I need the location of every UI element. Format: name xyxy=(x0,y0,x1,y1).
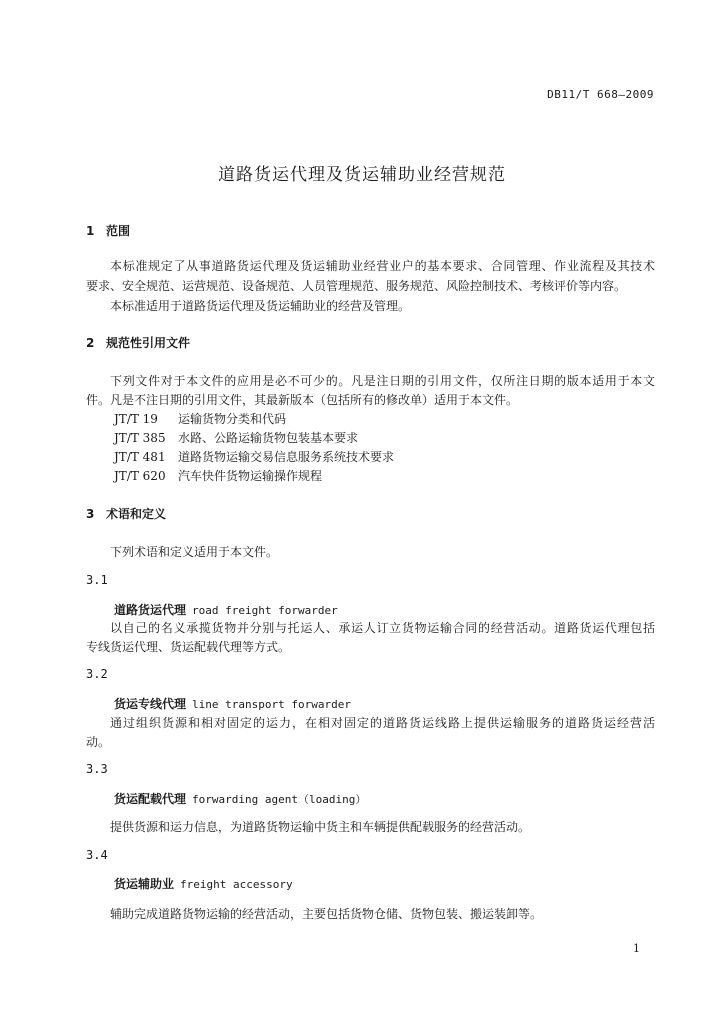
term-chinese: 货运辅助业 xyxy=(114,877,175,891)
page-number: 1 xyxy=(633,942,640,955)
reference-item xyxy=(114,467,322,484)
paragraph-line: 要求、安全规范、运营规范、设备规范、人员管理规范、服务规范、风险控制技术、考核评价等内容。 xyxy=(86,279,627,293)
paragraph-line: 本标准适用于道路货运代理及货运辅助业的经营及管理。 xyxy=(110,299,411,313)
paragraph-line: 件。凡是不注日期的引用文件，其最新版本（包括所有的修改单）适用于本文件。 xyxy=(86,393,519,407)
section-3-heading xyxy=(86,505,166,522)
term-english: road freight forwarder xyxy=(192,604,338,617)
subsection-number: 3.2 xyxy=(86,667,108,681)
subsection-number: 3.3 xyxy=(86,762,108,776)
section-2-heading xyxy=(86,334,190,351)
reference-code: JT/T 385 xyxy=(114,431,166,445)
reference-item xyxy=(114,429,358,446)
reference-code: JT/T 19 xyxy=(114,412,158,426)
definition-line: 辅助完成道路货物运输的经营活动，主要包括货物仓储、货物包装、搬运装卸等。 xyxy=(110,907,543,921)
paragraph-line: 下列术语和定义适用于本文件。 xyxy=(110,545,279,559)
definition-line: 提供货源和运力信息，为道路货物运输中货主和车辆提供配载服务的经营活动。 xyxy=(110,820,531,834)
reference-code: JT/T 481 xyxy=(114,450,166,464)
term-heading xyxy=(114,790,366,807)
reference-title: 水路、公路运输货物包装基本要求 xyxy=(178,431,359,445)
definition-line: 通过组织货源和相对固定的运力，在相对固定的道路货运线路上提供运输服务的道路货运经营活 xyxy=(110,716,655,730)
reference-code: JT/T 620 xyxy=(114,469,166,483)
term-chinese: 道路货运代理 xyxy=(114,603,187,617)
definition-line: 以自己的名义承揽货物并分别与托运人、承运人订立货物运输合同的经营活动。道路货运代理包括 xyxy=(110,621,655,635)
section-1-heading xyxy=(86,222,130,239)
section-number: 1 xyxy=(86,224,95,238)
paragraph-line: 本标准规定了从事道路货运代理及货运辅助业经营业户的基本要求、合同管理、作业流程及其技术 xyxy=(110,259,655,273)
document-title: 道路货运代理及货运辅助业经营规范 xyxy=(218,165,506,185)
section-number: 2 xyxy=(86,336,95,350)
reference-title: 汽车快件货物运输操作规程 xyxy=(178,469,323,483)
term-heading xyxy=(114,875,293,892)
section-title: 范围 xyxy=(106,224,131,238)
term-chinese: 货运配载代理 xyxy=(114,792,187,806)
section-title: 规范性引用文件 xyxy=(106,336,191,350)
term-heading xyxy=(114,695,351,712)
subsection-number: 3.1 xyxy=(86,573,108,587)
standard-number: DB11/T 668—2009 xyxy=(547,88,654,101)
term-heading xyxy=(114,601,338,618)
term-english: forwarding agent（loading） xyxy=(192,793,367,806)
reference-title: 运输货物分类和代码 xyxy=(178,412,287,426)
term-english: line transport forwarder xyxy=(192,698,351,711)
definition-line: 专线货运代理、货运配载代理等方式。 xyxy=(86,640,291,654)
reference-item xyxy=(114,448,394,465)
reference-title: 道路货物运输交易信息服务系统技术要求 xyxy=(178,450,395,464)
paragraph-line: 下列文件对于本文件的应用是必不可少的。凡是注日期的引用文件，仅所注日期的版本适用于本文 xyxy=(110,374,655,388)
definition-line: 动。 xyxy=(86,735,111,749)
section-title: 术语和定义 xyxy=(106,507,167,521)
reference-item xyxy=(114,410,286,427)
subsection-number: 3.4 xyxy=(86,848,108,862)
term-chinese: 货运专线代理 xyxy=(114,697,187,711)
section-number: 3 xyxy=(86,507,95,521)
term-english: freight accessory xyxy=(180,878,293,891)
